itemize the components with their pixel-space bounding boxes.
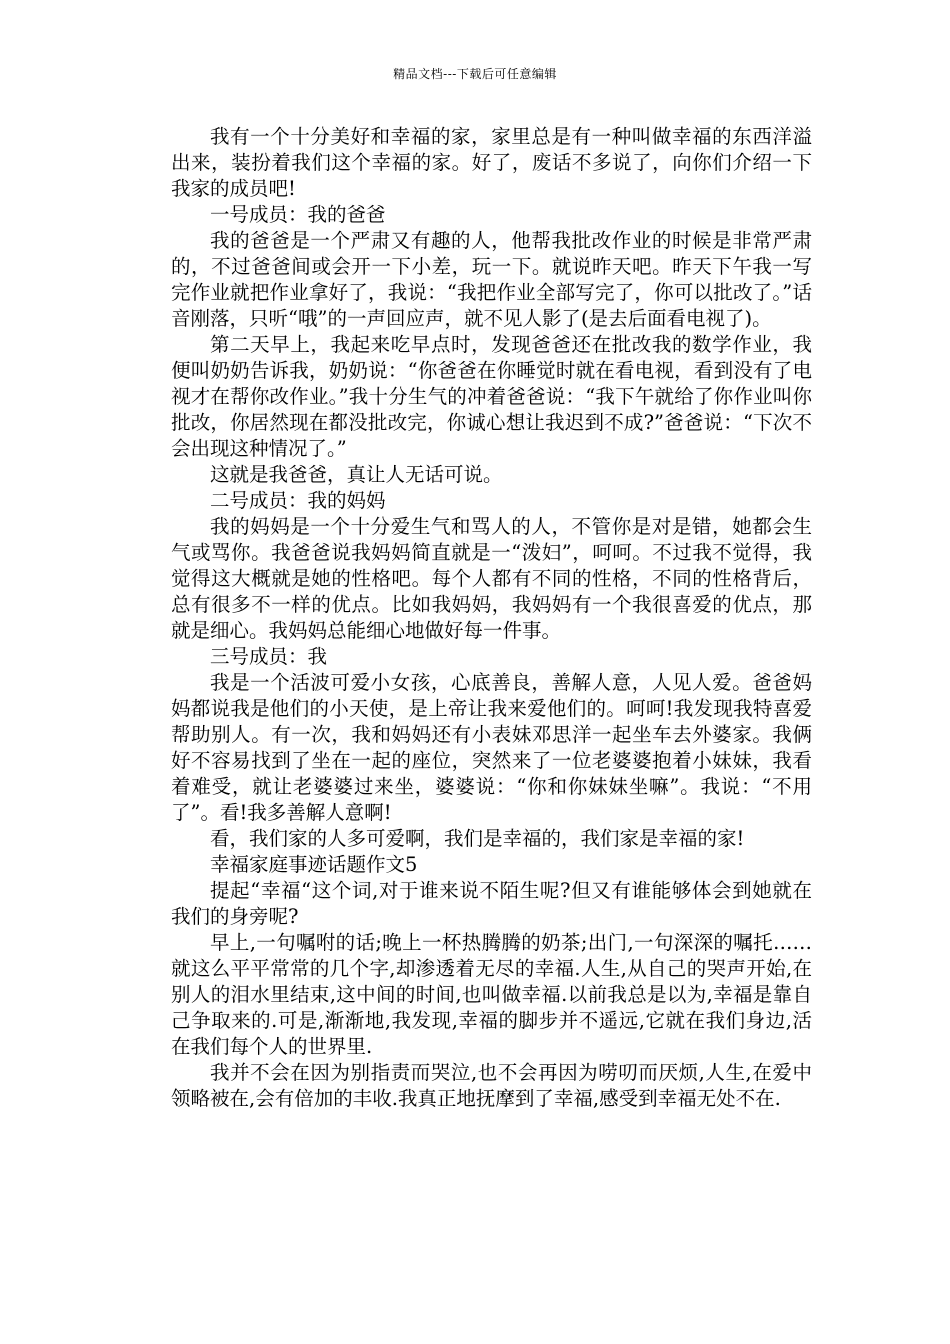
paragraph-conclusion: 看，我们家的人多可爱啊，我们是幸福的，我们家是幸福的家! xyxy=(210,827,745,850)
document-body xyxy=(171,124,812,1112)
paragraph-essay5-2: 早上,一句嘱咐的话;晚上一杯热腾腾的奶茶;出门,一句深深的嘱托……就这么平平常常的几个字,却渗透着无尽的幸福.人生,从自己的哭声开始,在别人的泪水里结束,这中间的时间,也叫做幸福.以前我总是以为,幸福是靠自己争取来的.可是,渐渐地,我发现,幸福的脚步并不遥远,它就在我们身边,活在我们每个人的世界里. xyxy=(171,931,812,1058)
paragraph-essay5-1: 提起“幸福“这个词,对于谁来说不陌生呢?但又有谁能够体会到她就在我们的身旁呢? xyxy=(171,879,812,928)
paragraph-me: 我是一个活波可爱小女孩，心底善良，善解人意，人见人爱。爸爸妈妈都说我是他们的小天使，是上帝让我来爱他们的。呵呵!我发现我特喜爱帮助别人。有一次，我和妈妈还有小表妹邓思洋一起坐车去外婆家。我俩好不容易找到了坐在一起的座位，突然来了一位老婆婆抱着小妹妹，我看着难受，就让老婆婆过来坐，婆婆说：“你和你妹妹坐嘛”。我说：“不用了”。看!我多善解人意啊! xyxy=(171,671,812,824)
paragraph-dad-2: 第二天早上，我起来吃早点时，发现爸爸还在批改我的数学作业，我便叫奶奶告诉我，奶奶说：“你爸爸在你睡觉时就在看电视，看到没有了电视才在帮你改作业。”我十分生气的冲着爸爸说：“我下午就给了你作业叫你批改，你居然现在都没批改完，你诚心想让我迟到不成?”爸爸说：“下次不会出现这种情况了。” xyxy=(171,333,812,460)
heading-member-one: 一号成员：我的爸爸 xyxy=(210,203,386,226)
heading-member-three: 三号成员：我 xyxy=(210,645,328,668)
page-header: 精品文档---下载后可任意编辑 xyxy=(393,67,557,81)
essay-title: 幸福家庭事迹话题作文5 xyxy=(210,853,418,876)
paragraph-dad-1: 我的爸爸是一个严肃又有趣的人，他帮我批改作业的时候是非常严肃的，不过爸爸间或会开一下小差，玩一下。就说昨天吧。昨天下午我一写完作业就把作业拿好了，我说：“我把作业全部写完了，你可以批改了。”话音刚落，只听“哦”的一声回应声，就不见人影了(是去后面看电视了)。 xyxy=(171,229,812,330)
paragraph-dad-3: 这就是我爸爸，真让人无话可说。 xyxy=(210,463,503,486)
paragraph-intro: 我有一个十分美好和幸福的家，家里总是有一种叫做幸福的东西洋溢出来，装扮着我们这个幸福的家。好了，废话不多说了，向你们介绍一下我家的成员吧! xyxy=(171,125,812,200)
heading-member-two: 二号成员：我的妈妈 xyxy=(210,489,386,512)
paragraph-mom: 我的妈妈是一个十分爱生气和骂人的人，不管你是对是错，她都会生气或骂你。我爸爸说我妈妈简直就是一“泼妇”，呵呵。不过我不觉得，我觉得这大概就是她的性格吧。每个人都有不同的性格，不同的性格背后，总有很多不一样的优点。比如我妈妈，我妈妈有一个我很喜爱的优点，那就是细心。我妈妈总能细心地做好每一件事。 xyxy=(171,515,812,642)
paragraph-essay5-3: 我并不会在因为别指责而哭泣,也不会再因为唠叨而厌烦,人生,在爱中领略被在,会有倍加的丰收.我真正地抚摩到了幸福,感受到幸福无处不在. xyxy=(171,1061,812,1110)
